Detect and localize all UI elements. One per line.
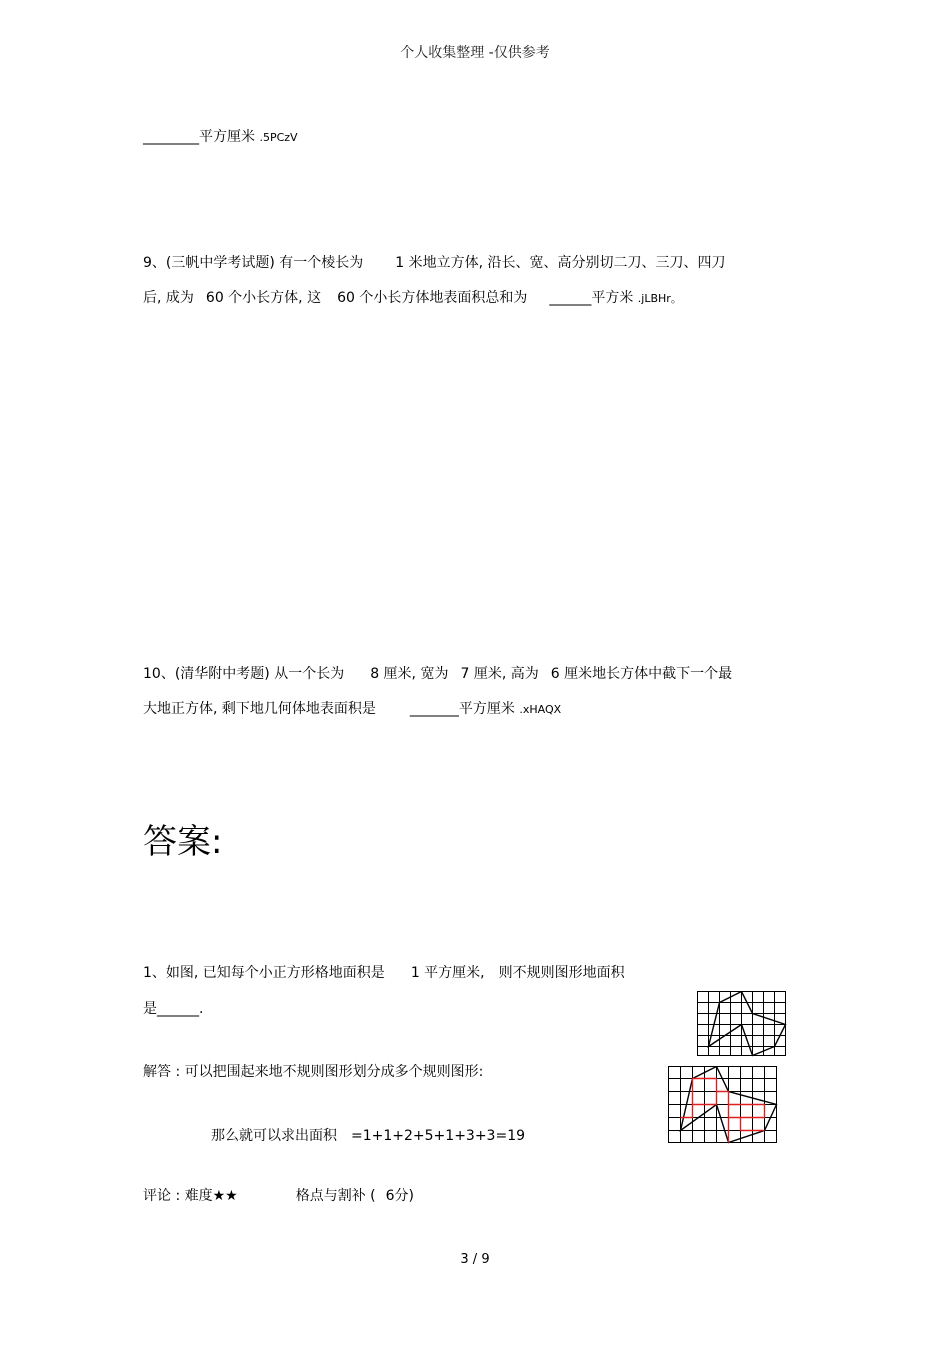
grid-figure-partitioned-shape xyxy=(668,1066,780,1146)
q10-answer-blank: _______平方厘米 xyxy=(409,701,515,717)
q9-text: 60 个小长方体地表面积总和为 xyxy=(337,290,528,306)
q8-code: .5PCzV xyxy=(259,131,298,144)
a1-text: 1 平方厘米, xyxy=(410,965,485,981)
grid-figure-irregular-shape xyxy=(697,991,789,1059)
q9-text: 9、(三帆中学考试题) 有一个棱长为 xyxy=(143,255,364,271)
a1-calculation xyxy=(211,1127,525,1145)
q10-line-2 xyxy=(143,700,561,719)
q8-answer-blank: ________平方厘米 xyxy=(143,129,255,145)
a1-solution: 解答 : 可以把围起来地不规则图形划分成多个规则图形: xyxy=(143,1064,484,1080)
a1-comment xyxy=(143,1187,414,1205)
q9-answer-blank: ______平方米 xyxy=(549,290,634,306)
q9-line-2 xyxy=(143,289,682,308)
q10-text: 7 厘米, 高为 xyxy=(460,666,539,682)
a1-calc-result: =1+1+2+5+1+3+3=19 xyxy=(351,1128,526,1144)
q9-line-1 xyxy=(143,254,726,272)
q10-text: 大地正方体, 剩下地几何体地表面积是 xyxy=(143,701,376,717)
a1-line-2: 是______. xyxy=(143,1001,204,1017)
q9-text: 后, 成为 xyxy=(143,290,194,306)
q8-answer-line xyxy=(143,128,298,147)
q9-text: 60 个小长方体, 这 xyxy=(205,290,322,306)
a1-text: 1、如图, 已知每个小正方形格地面积是 xyxy=(143,965,385,981)
answers-title: 答案: xyxy=(143,822,223,862)
q10-text: 10、(清华附中考题) 从一个长为 xyxy=(143,666,345,682)
a1-calc-text: 那么就可以求出面积 xyxy=(211,1128,337,1144)
a1-comment-difficulty: 评论 : 难度★★ xyxy=(143,1188,238,1204)
page-number: 3 / 9 xyxy=(460,1252,490,1267)
q10-text: 6 厘米地长方体中截下一个最 xyxy=(550,666,733,682)
q10-line-1 xyxy=(143,665,732,683)
q10-code: .xHAQX xyxy=(519,703,562,716)
a1-text: 则不规则图形地面积 xyxy=(498,965,625,981)
q10-text: 8 厘米, 宽为 xyxy=(370,666,449,682)
a1-comment-topic: 格点与割补 ( xyxy=(295,1188,376,1204)
q9-text: 1 米地立方体, 沿长、宽、高分别切二刀、三刀、四刀 xyxy=(395,255,726,271)
q9-code: .jLBHr。 xyxy=(637,292,682,305)
a1-comment-score: 6分) xyxy=(385,1188,415,1204)
page-header: 个人收集整理 -仅供参考 xyxy=(400,45,550,61)
a1-line-1 xyxy=(143,964,625,982)
